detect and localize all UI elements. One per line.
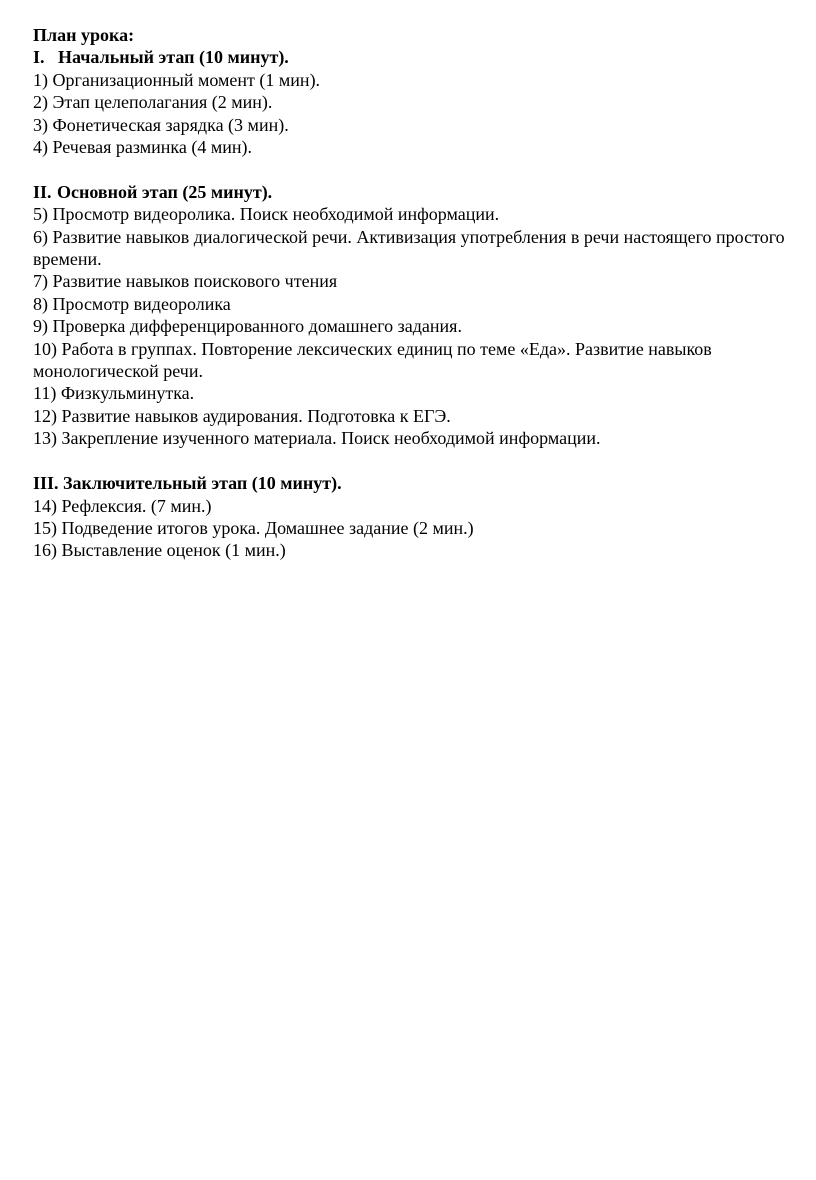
list-item: 8) Просмотр видеоролика	[33, 293, 231, 314]
list-item: 6) Развитие навыков диалогической речи. Активизация употребления в речи настоящего простого времени.	[33, 226, 785, 270]
list-item: 14) Рефлексия. (7 мин.)	[33, 495, 212, 516]
section-heading-2	[33, 181, 793, 203]
section-title: Заключительный этап (10 минут).	[63, 473, 342, 494]
list-item: 2) Этап целеполагания (2 мин).	[33, 92, 273, 113]
list-item: 15) Подведение итогов урока. Домашнее задание (2 мин.)	[33, 517, 474, 538]
section-title: Начальный этап (10 минут).	[58, 47, 289, 68]
lesson-plan-document	[33, 24, 793, 562]
list-item: 16) Выставление оценок (1 мин.)	[33, 540, 286, 561]
list-item: 13) Закрепление изученного материала. Поиск необходимой информации.	[33, 428, 601, 449]
list-item: 9) Проверка дифференцированного домашнего задания.	[33, 316, 462, 337]
section-number: I.	[33, 47, 45, 68]
section-title: Основной этап (25 минут).	[57, 181, 273, 202]
list-item: 12) Развитие навыков аудирования. Подготовка к ЕГЭ.	[33, 405, 451, 426]
list-item: 10) Работа в группах. Повторение лексических единиц по теме «Еда». Развитие навыков монологической речи.	[33, 338, 712, 382]
list-item: 4) Речевая разминка (4 мин).	[33, 137, 252, 158]
section-number: III.	[33, 473, 59, 494]
section-heading-1	[33, 46, 793, 68]
section-gap	[33, 450, 793, 472]
section-gap	[33, 158, 793, 180]
plan-title: План урока:	[33, 25, 135, 45]
section-heading-3	[33, 472, 793, 494]
section-number: II.	[33, 181, 52, 202]
list-item: 1) Организационный момент (1 мин).	[33, 69, 321, 90]
list-item: 5) Просмотр видеоролика. Поиск необходимой информации.	[33, 204, 500, 225]
list-item: 7) Развитие навыков поискового чтения	[33, 271, 338, 292]
list-item: 3) Фонетическая зарядка (3 мин).	[33, 114, 289, 135]
list-item: 11) Физкульминутка.	[33, 383, 195, 404]
